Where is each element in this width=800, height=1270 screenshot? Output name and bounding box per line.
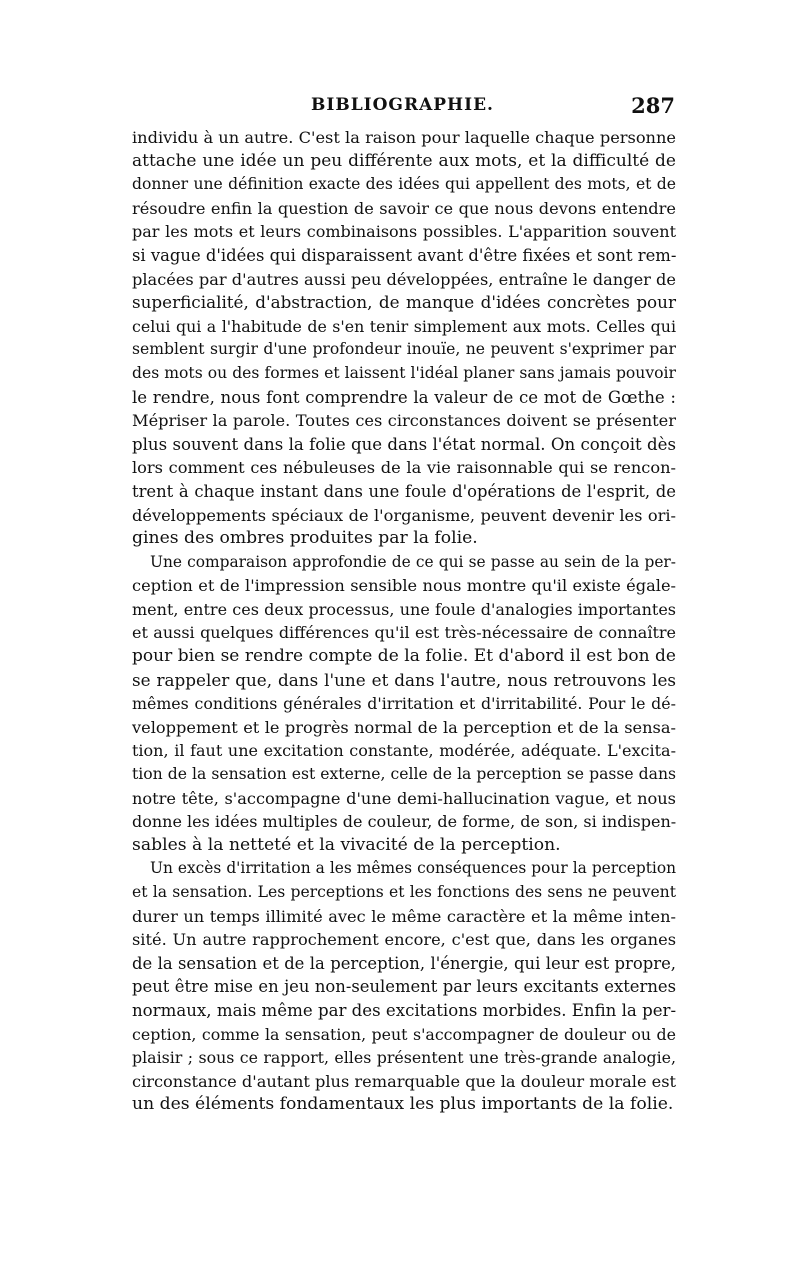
text-line: mêmes conditions générales d'irritation et d'irritabilité. Pour le dé- [132,694,676,714]
text-line: tion, il faut une excitation constante, modérée, adéquate. L'excita- [132,741,676,761]
text-line: ception, comme la sensation, peut s'accompagner de douleur ou de [132,1024,676,1044]
paragraph [132,551,676,858]
text-line: notre tête, s'accompagne d'une demi-hallucination vague, et nous [132,788,676,808]
text-line: superficialité, d'abstraction, de manque d'idées concrètes pour [132,292,676,313]
running-title: BIBLIOGRAPHIE. [311,95,494,115]
text-line: le rendre, nous font comprendre la valeur de ce mot de Gœthe : [132,387,676,407]
text-line: peut être mise en jeu non-seulement par leurs excitants externes [132,977,676,997]
text-line: développements spéciaux de l'organisme, peuvent devenir les ori- [132,505,676,525]
text-line: individu à un autre. C'est la raison pour laquelle chaque personne [132,128,676,147]
text-line: ception et de l'impression sensible nous montre qu'il existe égale- [132,576,676,596]
text-line: des mots ou des formes et laissent l'idéal planer sans jamais pouvoir [132,363,676,382]
text-line: donne les idées multiples de couleur, de forme, de son, si indispen- [132,812,677,832]
text-line: et aussi quelques différences qu'il est très-nécessaire de connaître [132,623,676,643]
text-line: gines des ombres produites par la folie. [132,528,478,549]
text-line: de la sensation et de la perception, l'énergie, qui leur est propre, [132,953,676,973]
text-line: résoudre enfin la question de savoir ce que nous devons entendre [132,198,676,218]
text-line: un des éléments fondamentaux les plus importants de la folie. [132,1094,674,1115]
text-line: par les mots et leurs combinaisons possibles. L'apparition souvent [132,222,676,242]
text-line: se rappeler que, dans l'une et dans l'autre, nous retrouvons les [132,669,676,690]
text-line: plus souvent dans la folie que dans l'état normal. On conçoit dès [132,434,676,454]
text-line: placées par d'autres aussi peu développées, entraîne le danger de [132,269,676,289]
paragraph [132,857,676,1117]
text-line: si vague d'idées qui disparaissent avant d'être fixées et sont rem- [132,245,677,265]
text-line: Une comparaison approfondie de ce qui se passe au sein de la per- [150,552,676,571]
text-line: tion de la sensation est externe, celle de la perception se passe dans [132,765,676,784]
text-line: normaux, mais même par des excitations morbides. Enfin la per- [132,1000,677,1020]
text-line: celui qui a l'habitude de s'en tenir simplement aux mots. Celles qui [132,316,676,336]
paragraph [132,126,676,551]
text-line: trent à chaque instant dans une foule d'opérations de l'esprit, de [132,481,676,501]
text-line: semblent surgir d'une profondeur inouïe, ne peuvent s'exprimer par [132,340,676,359]
text-line: et la sensation. Les perceptions et les fonctions des sens ne peuvent [132,883,676,901]
text-line: donner une définition exacte des idées qui appellent des mots, et de [132,175,676,194]
running-head [130,95,675,125]
text-line: Un excès d'irritation a les mêmes conséquences pour la perception [150,859,676,878]
text-line: sables à la netteté et la vivacité de la perception. [132,834,561,855]
text-line: pour bien se rendre compte de la folie. Et d'abord il est bon de [132,646,676,667]
text-line: lors comment ces nébuleuses de la vie raisonnable qui se rencon- [132,458,676,478]
text-line: circonstance d'autant plus remarquable que la douleur morale est [132,1071,677,1091]
text-line: sité. Un autre rapprochement encore, c'est que, dans les organes [132,930,676,950]
text-line: durer un temps illimité avec le même caractère et la même inten- [132,906,676,926]
text-line: Mépriser la parole. Toutes ces circonstances doivent se présenter [132,411,676,431]
page-number: 287 [631,93,675,118]
text-line: ment, entre ces deux processus, une foule d'analogies importantes [132,599,676,619]
text-line: plaisir ; sous ce rapport, elles présentent une très-grande analogie, [132,1048,676,1068]
text-line: attache une idée un peu différente aux mots, et la difficulté de [132,150,676,171]
body-text [132,126,676,1117]
text-line: veloppement et le progrès normal de la perception et de la sensa- [132,717,676,737]
